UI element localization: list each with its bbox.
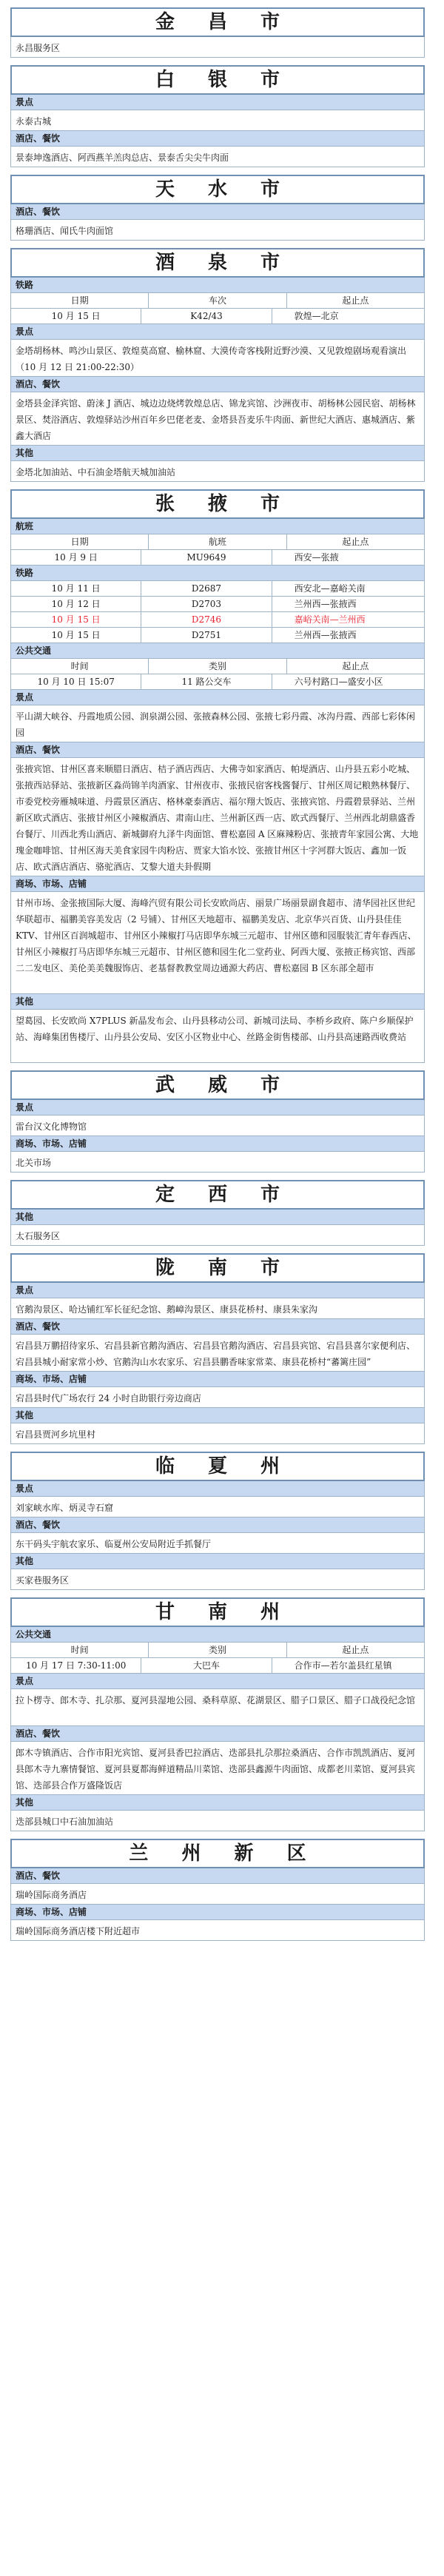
section-label: 酒店、餐饮 [10, 131, 425, 147]
table-cell: 10 月 17 日 7:30-11:00 [11, 1658, 141, 1673]
table-cell: 大巴车 [141, 1658, 272, 1673]
section-label: 其他 [10, 1554, 425, 1569]
section-label: 其他 [10, 1210, 425, 1225]
section-label: 酒店、餐饮 [10, 377, 425, 392]
column-header: 起止点 [342, 1645, 369, 1655]
section-content: 永泰古城 [10, 110, 425, 131]
section-content: 甘州市场、金张掖国际大厦、海峰汽贸有限公司长安欧尚店、丽景广场丽景副食超市、清华园社区世纪华联超市、福鹏美容美发店（2 号铺）、甘州区天地超市、福鹏美发店、北京华兴百货、山丹县佳佳 KTV、甘州区百润城超市、甘州区小辣椒打马店即华东城三元超市、甘州区德和园服装汇青年春西店、甘州区小辣椒打马店即华东城三元超市、甘州区德和园生化二堂药业、阿西大厦、张掖正杨宾馆、西部二二发电区、美伦美美魏服饰店、老基督教教堂周边通源大药店、曹松嘉园 B 区东部全超市 [10, 892, 425, 994]
table-cell: 兰州西—张掖西 [294, 599, 357, 609]
table-cell: 合作市—若尔盖县红星镇 [294, 1660, 392, 1671]
section-content: 格珊酒店、闻氏牛肉面馆 [10, 220, 425, 241]
table-header-row [10, 659, 425, 674]
section-label: 商场、市场、店铺 [10, 876, 425, 892]
section-label: 航班 [10, 519, 425, 534]
section-content: 永昌服务区 [10, 37, 425, 58]
section-content: 郎木寺镇酒店、合作市阳光宾馆、夏河县香巴拉酒店、迭部县扎尕那拉桑酒店、合作市凯凯酒店、夏河县郎木寺九寨情餐馆、夏河县夏都海鲜道精品川菜馆、迭部县鑫源牛肉面馆、成都老川菜馆、夏河县宾馆、迭部县合作万盛隆饭店 [10, 1742, 425, 1795]
section-label: 酒店、餐饮 [10, 204, 425, 220]
section-content: 宕昌县贾河乡坑里村 [10, 1423, 425, 1444]
table-cell: D2746 [141, 612, 272, 627]
table-cell: 10 月 15 日 [11, 628, 141, 643]
city-title: 张 掖 市 [10, 489, 425, 519]
column-header: 时间 [11, 1643, 149, 1657]
section-label: 酒店、餐饮 [10, 742, 425, 758]
section-content: 金塔胡杨林、鸣沙山景区、敦煌莫高窟、榆林窟、大漠传奇客栈附近野沙漠、又见敦煌剧场观看演出（10 月 12 日 21:00-22:30） [10, 340, 425, 377]
section-label: 酒店、餐饮 [10, 1517, 425, 1533]
section-content: 迭部县城口中石油加油站 [10, 1811, 425, 1831]
section-label: 景点 [10, 1481, 425, 1497]
section-label: 景点 [10, 1100, 425, 1116]
section-label: 景点 [10, 1283, 425, 1298]
table-cell: 10 月 15 日 [11, 612, 141, 627]
section-content: 太石服务区 [10, 1225, 425, 1246]
table-cell: 六号村路口—盛安小区 [294, 677, 383, 687]
section-label: 酒店、餐饮 [10, 1868, 425, 1884]
section-label: 其他 [10, 1795, 425, 1811]
column-header: 车次 [149, 293, 286, 308]
column-header: 起止点 [342, 661, 369, 671]
section-label: 景点 [10, 690, 425, 705]
table-cell: 10 月 12 日 [11, 597, 141, 611]
table-cell: 西安—张掖 [294, 552, 339, 563]
table-cell: MU9649 [141, 550, 272, 565]
city-title: 兰 州 新 区 [10, 1839, 425, 1868]
section-content: 瑞岭国际商务酒店 [10, 1884, 425, 1905]
section-content: 拉卜楞寺、郎木寺、扎尕那、夏河县湿地公园、桑科草原、花湖景区、腊子口景区、腊子口战役纪念馆 [10, 1689, 425, 1726]
table-header-row [10, 534, 425, 550]
city-title: 临 夏 州 [10, 1452, 425, 1481]
table-header-row [10, 293, 425, 309]
table-cell: 10 月 9 日 [11, 550, 141, 565]
table-row [10, 1658, 425, 1674]
column-header: 日期 [11, 534, 149, 549]
section-label: 公共交通 [10, 643, 425, 659]
section-label: 商场、市场、店铺 [10, 1372, 425, 1387]
section-content: 雷台汉文化博物馆 [10, 1116, 425, 1136]
city-title: 白 银 市 [10, 65, 425, 95]
section-label: 景点 [10, 95, 425, 110]
city-title: 酒 泉 市 [10, 248, 425, 278]
table-cell: 西安北—嘉峪关南 [294, 583, 366, 594]
table-cell: D2751 [141, 628, 272, 643]
section-content: 张掖宾馆、甘州区喜来顺腊日酒店、桔子酒店西店、大佛寺如家酒店、帕堤酒店、山丹县五彩小吃城、张掖西站驿站、张掖新区淼尚锦羊肉酒家、甘州夜市、张掖民宿客栈酱餐厅、甘州区周记粮熟林餐厅、市委党校旁雁城味道、丹霞景区酒店、格林豪泰酒店、福尔翔大饭店、张掖宾馆、丹霞碧景驿站、兰州新区欧式酒店、张掖甘州区小辣椒酒店、肃南山庄、兰州新区西一店、欧式西餐厅、兰州西北胡鼎盛香台餐厅、川西北秀山酒店、新城御府九泽牛肉面馆、曹松嘉园 A 区麻辣粉店、张掖青年家园公寓、大地瑰金咖啡馆、甘州区海天美食家园牛肉粉店、贾家大馅水饺、张掖甘州区十字河群大饭店、鑫加一饭店、欧式酒店酒店、骆驼酒店、艾黎大道夫卦假期 [10, 758, 425, 876]
section-label: 其他 [10, 994, 425, 1010]
table-header-row [10, 1643, 425, 1658]
section-content: 官鹅沟景区、哈达铺红军长征纪念馆、鹅嶂沟景区、康县花桥村、康县朱家沟 [10, 1298, 425, 1319]
column-header: 日期 [11, 293, 149, 308]
section-content: 金塔北加油站、中石油金塔航天城加油站 [10, 461, 425, 482]
table-cell: 10 月 10 日 15:07 [11, 674, 141, 689]
table-cell: 11 路公交车 [141, 674, 272, 689]
city-title: 陇 南 市 [10, 1253, 425, 1283]
table-row [10, 628, 425, 643]
section-label: 酒店、餐饮 [10, 1726, 425, 1742]
section-label: 酒店、餐饮 [10, 1319, 425, 1335]
section-content: 宕昌县时代广场农行 24 小时自助银行旁边商店 [10, 1387, 425, 1408]
section-content: 瑞岭国际商务酒店楼下附近超市 [10, 1920, 425, 1941]
section-content: 金塔县金泽宾馆、蔚涞 J 酒店、城边边烧烤敦煌总店、锦龙宾馆、沙洲夜市、胡杨林公园民宿、胡杨林景区、焚浴酒店、敦煌驿站沙州百年乡巴佬老麦、金塔县吾麦乐牛肉面、新世纪大酒店、惠城酒店、紫鑫大酒店 [10, 392, 425, 446]
table-cell: 兰州西—张掖西 [294, 630, 357, 640]
city-title: 金 昌 市 [10, 7, 425, 37]
table-cell: D2687 [141, 581, 272, 596]
table-cell: K42/43 [141, 309, 272, 323]
column-header: 起止点 [342, 537, 369, 547]
table-row [10, 550, 425, 566]
section-content: 东干码头宇航农家乐、临夏州公安局附近手抓餐厅 [10, 1533, 425, 1554]
city-title: 甘 南 州 [10, 1597, 425, 1627]
table-row [10, 612, 425, 628]
table-row [10, 674, 425, 690]
section-content: 平山湖大峡谷、丹霞地质公园、润泉湖公园、张掖森林公园、张掖七彩丹霞、冰沟丹霞、西部七彩体闲园 [10, 705, 425, 742]
section-label: 景点 [10, 1674, 425, 1689]
section-label: 其他 [10, 446, 425, 461]
table-row [10, 309, 425, 324]
section-label: 公共交通 [10, 1627, 425, 1643]
section-content: 北关市场 [10, 1152, 425, 1173]
table-row [10, 597, 425, 612]
city-title: 武 威 市 [10, 1070, 425, 1100]
section-content: 宕昌县万鹏招待家乐、宕昌县新官鹅沟酒店、宕昌县官鹅沟酒店、宕昌县宾馆、宕昌县喜尔家便利店、宕昌县城小耐家常小炒、官鹅沟山水农家乐、宕昌县鹏香味家常菜、康县花桥村“蕃篱庄园” [10, 1335, 425, 1372]
section-content: 景泰坤逸酒店、阿西燕羊羔肉总店、景泰舌尖尖牛肉面 [10, 147, 425, 167]
table-cell: D2703 [141, 597, 272, 611]
section-label: 商场、市场、店铺 [10, 1905, 425, 1920]
section-label: 铁路 [10, 566, 425, 581]
table-cell: 敦煌—北京 [294, 311, 339, 321]
table-row [10, 581, 425, 597]
city-title: 天 水 市 [10, 175, 425, 204]
section-label: 铁路 [10, 278, 425, 293]
table-cell: 10 月 15 日 [11, 309, 141, 323]
section-label: 商场、市场、店铺 [10, 1136, 425, 1152]
section-label: 其他 [10, 1408, 425, 1423]
section-content: 刘家峡水库、炳灵寺石窟 [10, 1497, 425, 1517]
section-label: 景点 [10, 324, 425, 340]
section-content: 望葛园、长安欧尚 X7PLUS 新晶发布会、山丹县移动公司、新城司法局、李桥乡政府、陈户乡顺保护站、海峰集团售楼厅、山丹县公安局、安区小区物业中心、丝路金街售楼部、山丹县高速路西收费站 [10, 1010, 425, 1063]
table-cell: 10 月 11 日 [11, 581, 141, 596]
column-header: 类别 [149, 659, 286, 674]
column-header: 起止点 [342, 295, 369, 306]
column-header: 时间 [11, 659, 149, 674]
table-cell: 嘉峪关南—兰州西 [294, 614, 366, 625]
column-header: 航班 [149, 534, 286, 549]
section-content: 买家巷服务区 [10, 1569, 425, 1590]
city-title: 定 西 市 [10, 1180, 425, 1210]
column-header: 类别 [149, 1643, 286, 1657]
